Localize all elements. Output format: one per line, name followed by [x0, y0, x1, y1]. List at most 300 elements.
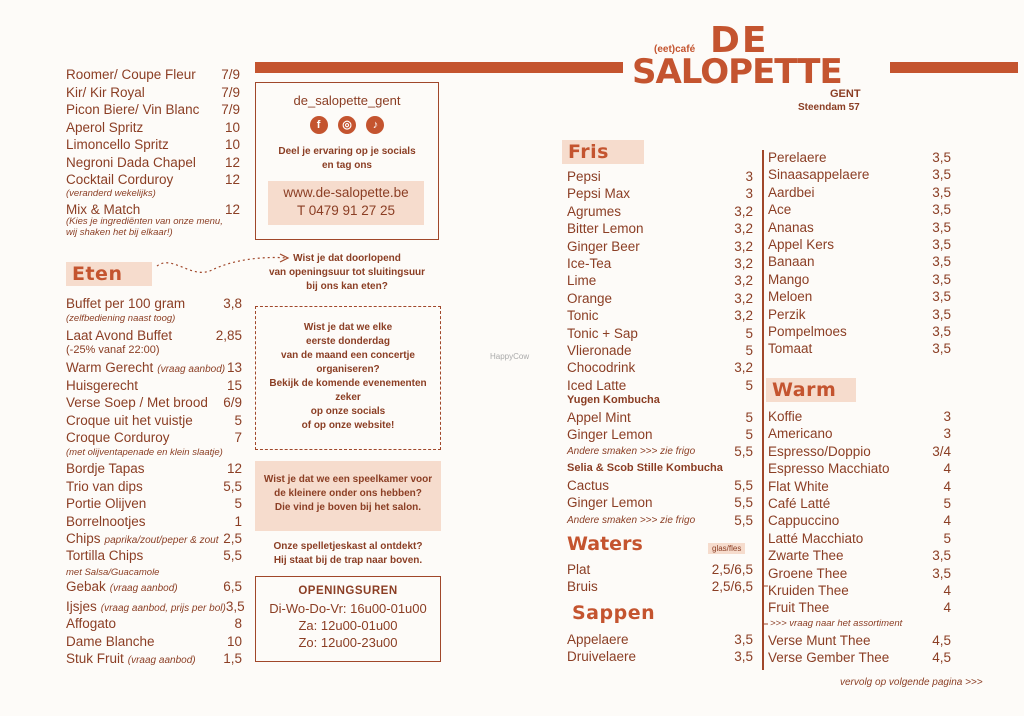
logo: [632, 20, 882, 124]
item-name: Ginger Lemon: [567, 495, 653, 511]
item-price: 5: [943, 530, 951, 546]
speelkamer-3: Die vind je boven bij het salon.: [274, 502, 422, 513]
item-name: Chocodrink: [567, 360, 636, 376]
item-label: [567, 477, 609, 494]
item-name: Croque uit het vuistje: [66, 412, 193, 428]
item-name: Verse Gember Thee: [768, 650, 890, 666]
item-name: Ginger Lemon: [567, 427, 653, 443]
item-name: Croque Corduroy: [66, 430, 170, 445]
item-label: [768, 340, 812, 357]
item-label: [66, 154, 196, 171]
eten-item: [66, 429, 242, 446]
opening-title: OPENINGSUREN: [298, 585, 398, 597]
sappen2-item: [768, 184, 951, 201]
info-eten: [262, 252, 432, 294]
item-name: Ananas: [768, 219, 814, 235]
item-price: 3,5: [932, 202, 951, 218]
item-label: [66, 429, 170, 446]
item-price: 12: [224, 172, 240, 187]
item-name: Flat White: [768, 478, 829, 494]
item-label: [66, 460, 145, 477]
item-name: Roomer/ Coupe Fleur: [66, 67, 196, 82]
note-tortilla: met Salsa/Guacamole: [66, 567, 160, 578]
item-label: [768, 530, 863, 547]
item-name: Perzik: [768, 306, 806, 322]
item-name: Perelaere: [768, 150, 827, 165]
item-name: Tonic + Sap: [567, 325, 638, 341]
warm-item: [768, 599, 951, 616]
eten-item: [66, 615, 242, 632]
item-label: [768, 649, 889, 666]
item-name: Appel Mint: [567, 410, 631, 425]
item-price: 2,5/6,5: [711, 579, 753, 595]
item-name: Chips: [66, 531, 101, 546]
tiktok-icon[interactable]: ♪: [366, 116, 384, 134]
drinks-top-item: [66, 66, 240, 83]
item-name: Fruit Thee: [768, 600, 830, 616]
item-label: [567, 238, 640, 255]
warm-item: [768, 512, 951, 529]
item-name: Sinaasappelaere: [768, 167, 870, 183]
concert-2: eerste donderdag: [306, 336, 390, 347]
item-label: [66, 650, 196, 669]
item-name: Pompelmoes: [768, 324, 847, 339]
eten-item: [66, 478, 242, 495]
selia-more: Andere smaken >>> zie frigo 5,5: [567, 513, 753, 528]
sappen-item: [567, 648, 753, 665]
item-price: 3,8: [223, 296, 242, 311]
item-label: [768, 632, 871, 649]
concert-box: [255, 306, 441, 450]
opening-sunday: Zo: 12u00-23u00: [298, 635, 398, 650]
item-label: [66, 394, 208, 411]
item-label: [66, 478, 143, 495]
sappen2-item: [768, 219, 951, 236]
item-label: [567, 342, 632, 359]
fris-item: [567, 377, 753, 394]
item-name: Zwarte Thee: [768, 548, 844, 564]
item-name: Ice-Tea: [567, 256, 612, 271]
item-label: [66, 171, 173, 188]
item-price: 3: [745, 169, 753, 184]
item-label: [66, 615, 116, 632]
logo-city: GENT: [830, 88, 861, 100]
item-label: [768, 184, 815, 201]
item-price: 6/9: [223, 395, 242, 410]
item-price: 3,2: [734, 256, 753, 271]
item-name: Verse Munt Thee: [768, 633, 871, 648]
item-name: Latté Macchiato: [768, 530, 864, 546]
item-price: 7/9: [221, 102, 240, 117]
item-label: [66, 84, 145, 101]
item-name: Portie Olijven: [66, 496, 147, 511]
concert-5: Bekijk de komende evenementen: [269, 378, 427, 389]
item-name: Pepsi: [567, 169, 601, 184]
item-name: Huisgerecht: [66, 377, 139, 393]
item-price: 3,5: [932, 219, 951, 235]
warm-2-item: [768, 649, 951, 666]
eten-item: [66, 412, 242, 429]
item-label: [66, 295, 185, 312]
item-price: 5,5: [223, 478, 242, 494]
drinks-top-item: [66, 136, 240, 153]
sappen-header: Sappen: [566, 601, 672, 625]
drinks-top-item: [66, 101, 240, 118]
eten-item: [66, 650, 242, 669]
item-price: 2,5: [223, 531, 242, 546]
waters-item: [567, 561, 753, 578]
warm-item: [768, 582, 951, 599]
warm-item: [768, 547, 951, 564]
item-name: Iced Latte: [567, 377, 627, 393]
item-price: 3,5: [932, 565, 951, 581]
item-label: [567, 359, 635, 376]
share-text-2: en tag ons: [321, 160, 372, 171]
website-link[interactable]: www.de-salopette.be: [283, 185, 409, 200]
item-price: 3,2: [734, 290, 753, 306]
eten-item: [66, 460, 242, 477]
item-name: Dame Blanche: [66, 633, 155, 649]
note-buffet: (zelfbediening naast toog): [66, 313, 176, 324]
item-name: Verse Soep / Met brood: [66, 395, 208, 410]
sappen2-item: [768, 288, 951, 305]
kombucha-title: Yugen Kombucha: [567, 394, 660, 406]
drinks-top-item: [66, 84, 240, 101]
fris-item: [567, 168, 753, 185]
item-name: Ginger Beer: [567, 238, 640, 254]
item-note: (vraag aanbod): [157, 364, 226, 375]
item-label: [567, 648, 636, 665]
opening-saturday: Za: 12u00-01u00: [298, 618, 398, 633]
item-label: [567, 409, 631, 426]
item-price: 3,5: [932, 254, 951, 270]
item-name: Aardbei: [768, 184, 815, 200]
item-label: [768, 443, 871, 460]
item-label: [567, 494, 653, 511]
item-price: 3: [745, 186, 753, 202]
item-price: 3: [943, 409, 951, 424]
item-name: Banaan: [768, 254, 815, 270]
item-name: Agrumes: [567, 203, 622, 219]
spelletjes-text: [255, 540, 441, 568]
note-croque: (met olijventapenade en klein slaatje): [66, 447, 223, 458]
item-price: 1,5: [223, 651, 242, 666]
item-name: Warm Gerecht: [66, 360, 154, 375]
waters-header: Waters: [567, 533, 643, 555]
item-name: Mix & Match: [66, 202, 141, 217]
item-name: Koffie: [768, 409, 803, 424]
item-label: [567, 203, 621, 220]
eten-item: [66, 633, 242, 650]
item-label: [66, 101, 199, 118]
item-price: 6,5: [223, 579, 242, 594]
item-label: [66, 547, 143, 564]
fris-item: [567, 325, 753, 342]
item-name: Lime: [567, 273, 597, 289]
item-label: [567, 220, 644, 237]
header-bar-left: [255, 62, 623, 73]
item-price: 3,5: [932, 237, 951, 252]
item-price: 3,5: [932, 289, 951, 305]
fris-item: [567, 307, 753, 324]
item-price: 10: [224, 137, 240, 152]
item-name: Ace: [768, 202, 792, 218]
item-name: Tonic: [567, 308, 599, 324]
item-note: paprika/zout/peper & zout: [104, 535, 219, 546]
logo-small: (eet)café: [654, 44, 696, 55]
fris-item: [567, 185, 753, 202]
item-name: Cocktail Corduroy: [66, 172, 174, 187]
item-label: [567, 255, 611, 272]
item-label: [567, 325, 638, 342]
item-price: 5: [745, 377, 753, 393]
item-name: Meloen: [768, 289, 813, 305]
note-corduroy: (veranderd wekelijks): [66, 188, 156, 199]
watermark: HappyCow: [490, 352, 530, 361]
eten-item: [66, 547, 242, 564]
item-price: 5,5: [223, 548, 242, 563]
sappen2-item: [768, 166, 951, 183]
item-price: 5: [745, 427, 753, 443]
eten-header: Eten: [66, 262, 152, 286]
item-label: [66, 495, 146, 512]
item-note: (vraag aanbod, prijs per bol): [100, 602, 226, 614]
item-name: Aperol Spritz: [66, 119, 144, 135]
item-price: 7/9: [221, 84, 240, 100]
concert-4: organiseren?: [316, 364, 380, 375]
selia-title: Selia & Scob Stille Kombucha: [567, 462, 723, 474]
opening-hours-box: [255, 576, 441, 662]
item-name: Druivelaere: [567, 649, 637, 665]
waters-item: [567, 578, 753, 595]
fris-item: [567, 342, 753, 359]
sappen2-item: [768, 149, 951, 166]
item-price: 3/4: [932, 443, 951, 459]
eten-item: [66, 513, 242, 530]
item-name: Mango: [768, 271, 810, 287]
item-label: [567, 377, 626, 394]
item-price: 3,2: [734, 360, 753, 376]
eten-item: [66, 394, 242, 411]
item-name: Tortilla Chips: [66, 548, 144, 563]
sappen2-item: [768, 340, 951, 357]
item-name: Stuk Fruit: [66, 651, 124, 666]
item-price: 7/9: [221, 67, 240, 82]
item-label: [768, 288, 812, 305]
item-label: [768, 512, 839, 529]
item-price: 4: [943, 513, 951, 529]
item-name: Affogato: [66, 616, 117, 631]
item-price: 4: [943, 478, 951, 494]
spelletjes-2: Hij staat bij de trap naar boven.: [273, 555, 423, 566]
item-name: Bordje Tapas: [66, 461, 145, 476]
item-label: [768, 582, 849, 599]
item-price: 3,5: [225, 598, 245, 614]
concert-7: op onze socials: [310, 406, 386, 417]
item-price: 10: [226, 633, 242, 649]
item-price: 3,2: [734, 273, 753, 289]
item-name: Negroni Dada Chapel: [66, 154, 196, 170]
waters-unit: glas/fles: [708, 543, 745, 554]
sappen2-item: [768, 323, 951, 340]
item-price: 12: [226, 461, 242, 476]
phone-number[interactable]: T 0479 91 27 25: [296, 203, 396, 218]
item-label: [768, 219, 814, 236]
item-name: Cappuccino: [768, 513, 840, 529]
item-price: 3,2: [734, 308, 753, 324]
speelkamer-text: [255, 473, 441, 515]
item-name: Gebak: [66, 579, 106, 594]
item-price: 3: [943, 426, 951, 442]
selia-item: [567, 494, 753, 511]
contact-highlight: [268, 181, 424, 225]
social-icons: [256, 115, 438, 134]
warm-header: Warm: [766, 378, 856, 402]
item-price: 2,5/6,5: [711, 562, 753, 577]
warm-item: [768, 443, 951, 460]
sappen2-item: [768, 306, 951, 323]
item-name: Café Latté: [768, 496, 831, 511]
facebook-icon[interactable]: f: [310, 116, 328, 134]
item-label: [768, 478, 829, 495]
item-label: [66, 136, 169, 153]
info-eten-2: van openingsuur tot sluitingsuur: [268, 267, 426, 278]
info-eten-1: Wist je dat doorlopend: [293, 253, 401, 264]
kombucha-item: [567, 409, 753, 426]
item-name: Cactus: [567, 478, 610, 493]
item-name: Borrelnootjes: [66, 513, 146, 529]
item-name: Laat Avond Buffet: [66, 328, 173, 343]
item-name: Groene Thee: [768, 565, 848, 581]
item-price: 5,5: [734, 495, 753, 511]
note-mix2: wij shaken het bij elkaar!): [66, 227, 173, 238]
item-price: 3,5: [932, 341, 951, 357]
social-handle: de_salopette_gent: [293, 93, 401, 108]
social-box: [255, 82, 439, 240]
item-price: 13: [226, 360, 242, 375]
item-label: [768, 271, 809, 288]
item-label: [768, 201, 791, 218]
item-label: [66, 598, 226, 617]
item-label: [768, 599, 829, 616]
item-price: 3,5: [932, 324, 951, 339]
item-name: Limoncello Spritz: [66, 137, 169, 152]
logo-salopette: SALOPETTE: [632, 52, 842, 92]
item-name: Plat: [567, 562, 591, 577]
opening-weekdays: Di-Wo-Do-Vr: 16u00-01u00: [269, 601, 427, 616]
speelkamer-1: Wist je dat we een speelkamer voor: [263, 474, 433, 485]
drinks-top-item: [66, 171, 240, 188]
item-name: Kir/ Kir Royal: [66, 84, 145, 100]
warm-item: [768, 460, 951, 477]
eten-item: [66, 327, 242, 344]
item-label: [768, 547, 844, 564]
item-label: [66, 578, 178, 597]
item-price: 3,2: [734, 221, 753, 237]
concert-text: [256, 321, 440, 433]
item-price: 5: [745, 325, 753, 341]
item-price: 3,5: [932, 184, 951, 200]
item-label: [768, 425, 833, 442]
warm-item: [768, 408, 951, 425]
address: Steendam 57: [798, 102, 860, 113]
kombucha-item: [567, 426, 753, 443]
item-name: Espresso Macchiato: [768, 461, 890, 477]
item-label: [768, 306, 806, 323]
fris-item: [567, 238, 753, 255]
item-price: 4: [943, 600, 951, 616]
item-price: 12: [224, 154, 240, 170]
item-label: [567, 426, 653, 443]
item-price: 4: [943, 461, 951, 477]
info-eten-3: bij ons kan eten?: [306, 281, 388, 292]
item-name: Tomaat: [768, 341, 813, 357]
sappen2-item: [768, 201, 951, 218]
item-name: Vlieronade: [567, 343, 632, 358]
spelletjes-1: Onze spelletjeskast al ontdekt?: [273, 541, 423, 552]
item-name: Bruis: [567, 579, 598, 595]
fris-item: [567, 220, 753, 237]
item-price: 4: [943, 583, 951, 598]
item-price: 5: [234, 496, 242, 511]
fris-item: [567, 272, 753, 289]
eten-item: [66, 377, 242, 394]
warm-item: [768, 495, 951, 512]
item-price: 3,2: [734, 238, 753, 254]
item-label: [66, 633, 155, 650]
item-label: [768, 565, 847, 582]
item-label: [66, 377, 138, 394]
share-text-1: Deel je ervaring op je socials: [278, 146, 416, 157]
item-name: Picon Biere/ Vin Blanc: [66, 102, 200, 117]
footer-continue: vervolg op volgende pagina >>>: [840, 677, 983, 688]
warm-item: [768, 425, 951, 442]
fris-item: [567, 255, 753, 272]
item-note: (vraag aanbod): [109, 583, 178, 594]
item-price: 5,5: [734, 478, 753, 493]
instagram-icon[interactable]: ◎: [338, 116, 356, 134]
item-label: [66, 359, 225, 378]
item-note: (vraag aanbod): [127, 655, 196, 666]
warm-item: [768, 478, 951, 495]
item-price: 12: [224, 202, 240, 217]
item-price: 5: [745, 410, 753, 425]
kombucha-more: Andere smaken >>> zie frigo 5,5: [567, 444, 753, 459]
item-price: 3,5: [932, 167, 951, 183]
item-price: 4,5: [932, 633, 951, 648]
sappen2-item: [768, 253, 951, 270]
eten-item: [66, 578, 242, 597]
drinks-top-item: [66, 119, 240, 136]
concert-8: of op onze website!: [301, 420, 395, 431]
eten-item: [66, 598, 245, 617]
item-price: 1: [234, 513, 242, 529]
thee-note: >>> vraag naar het assortiment: [770, 618, 903, 629]
item-label: [66, 513, 146, 530]
item-price: 5: [745, 343, 753, 358]
item-label: [66, 119, 143, 136]
item-price: 7: [234, 430, 242, 445]
warm-item: [768, 565, 951, 582]
item-label: [567, 168, 601, 185]
fris-item: [567, 203, 753, 220]
item-label: [768, 323, 847, 340]
item-label: [567, 561, 590, 578]
eten-item: [66, 359, 242, 378]
item-label: [768, 408, 802, 425]
warm-item: [768, 530, 951, 547]
header-bar-right: [890, 62, 1018, 73]
